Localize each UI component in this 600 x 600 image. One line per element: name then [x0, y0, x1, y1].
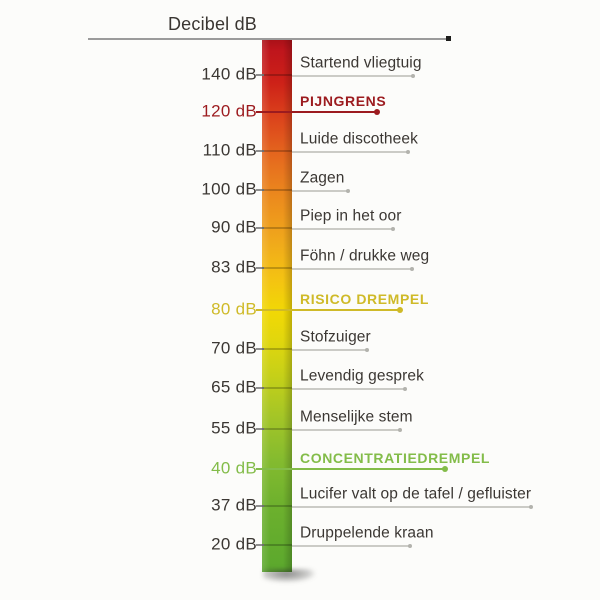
db-value-label: 37 dB — [211, 495, 257, 515]
db-value-label: 90 dB — [211, 217, 257, 237]
desc-leader-dot — [529, 505, 533, 509]
desc-leader-line — [292, 228, 393, 230]
db-value-label: 83 dB — [211, 257, 257, 277]
bar-drop-shadow — [263, 569, 315, 582]
threshold-label: CONCENTRATIEDREMPEL — [300, 450, 491, 466]
desc-leader-dot — [410, 267, 414, 271]
desc-leader-line — [292, 506, 531, 508]
bar-tick-line — [262, 428, 292, 430]
sound-example-label: Luide discotheek — [300, 130, 418, 148]
threshold-leader-line — [256, 468, 444, 470]
bar-tick-line — [262, 387, 292, 389]
bar-tick-line — [262, 150, 292, 152]
bar-tick-line — [262, 544, 292, 546]
desc-leader-dot — [411, 74, 415, 78]
desc-leader-line — [292, 388, 405, 390]
threshold-label: PIJNGRENS — [300, 93, 387, 109]
threshold-leader-dot — [397, 307, 403, 313]
threshold-leader-dot — [442, 466, 448, 472]
db-value-label: 110 dB — [202, 140, 257, 160]
sound-example-label: Föhn / drukke weg — [300, 247, 430, 265]
desc-leader-dot — [391, 227, 395, 231]
sound-example-label: Lucifer valt op de tafel / gefluister — [300, 485, 532, 503]
desc-leader-line — [292, 190, 348, 192]
sound-example-label: Menselijke stem — [300, 408, 413, 426]
sound-example-label: Levendig gesprek — [300, 367, 424, 385]
desc-leader-line — [292, 429, 400, 431]
desc-leader-line — [292, 545, 410, 547]
bar-edge-shading — [262, 40, 292, 572]
bar-tick-line — [262, 74, 292, 76]
desc-leader-dot — [403, 387, 407, 391]
sound-example-label: Piep in het oor — [300, 207, 402, 225]
bar-tick-line — [262, 189, 292, 191]
desc-leader-line — [292, 75, 413, 77]
db-value-label: 140 dB — [201, 64, 257, 84]
bar-tick-line — [262, 267, 292, 269]
threshold-leader-dot — [374, 109, 380, 115]
desc-leader-dot — [406, 150, 410, 154]
sound-example-label: Startend vliegtuig — [300, 54, 422, 72]
db-value-label: 65 dB — [211, 377, 257, 397]
desc-leader-line — [292, 268, 412, 270]
threshold-leader-line — [256, 309, 399, 311]
bar-tick-line — [262, 227, 292, 229]
desc-leader-dot — [365, 348, 369, 352]
chart-title: Decibel dB — [167, 14, 257, 34]
db-value-label: 80 dB — [211, 299, 257, 319]
threshold-label: RISICO DREMPEL — [300, 291, 429, 307]
db-value-label: 55 dB — [211, 418, 257, 438]
desc-leader-line — [292, 151, 408, 153]
desc-leader-line — [292, 349, 367, 351]
bar-tick-line — [262, 505, 292, 507]
db-value-label: 70 dB — [211, 338, 257, 358]
bar-tick-line — [262, 348, 292, 350]
threshold-leader-line — [256, 111, 376, 113]
db-value-label: 20 dB — [211, 534, 257, 554]
sound-example-label: Druppelende kraan — [300, 524, 434, 542]
axis-end-dot — [446, 36, 451, 41]
db-value-label: 100 dB — [201, 179, 257, 199]
desc-leader-dot — [346, 189, 350, 193]
sound-example-label: Zagen — [300, 169, 345, 187]
desc-leader-dot — [398, 428, 402, 432]
db-value-label: 40 dB — [211, 458, 257, 478]
db-value-label: 120 dB — [201, 101, 257, 121]
sound-example-label: Stofzuiger — [300, 328, 371, 346]
desc-leader-dot — [408, 544, 412, 548]
